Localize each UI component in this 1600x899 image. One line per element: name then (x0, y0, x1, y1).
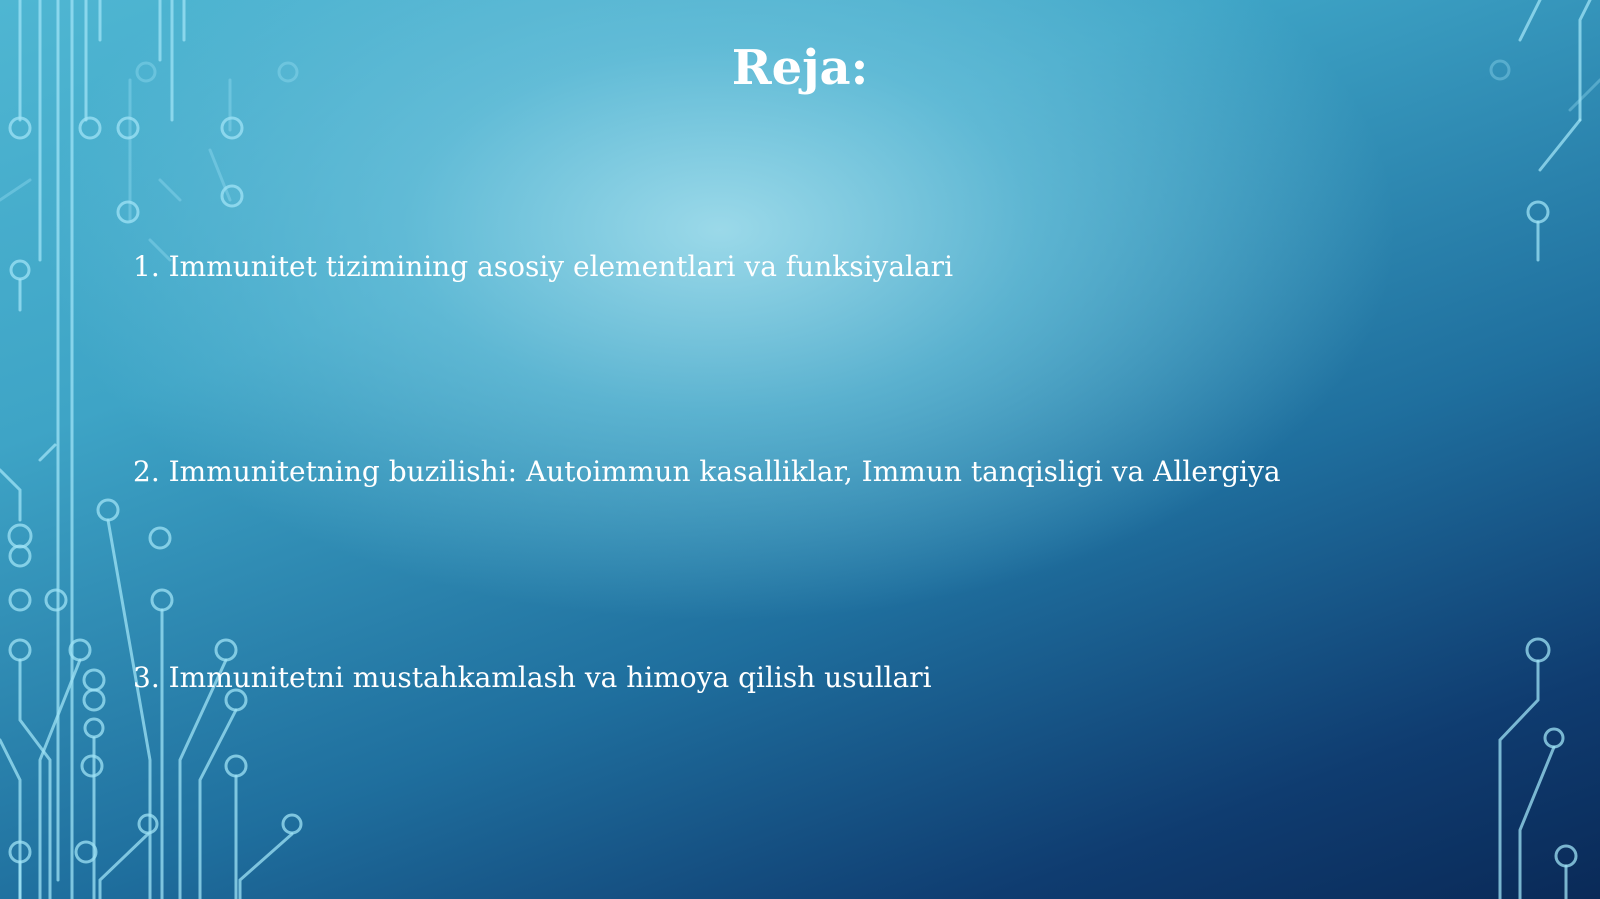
agenda-item-3: 3. Immunitetni mustahkamlash va himoya qilish usullari (133, 661, 932, 694)
slide-title: Reja: (731, 40, 869, 96)
agenda-item-1: 1. Immunitet tizimining asosiy elementlari va funksiyalari (133, 250, 954, 283)
agenda-item-2: 2. Immunitetning buzilishi: Autoimmun kasalliklar, Immun tanqisligi va Allergiya (133, 455, 1281, 488)
